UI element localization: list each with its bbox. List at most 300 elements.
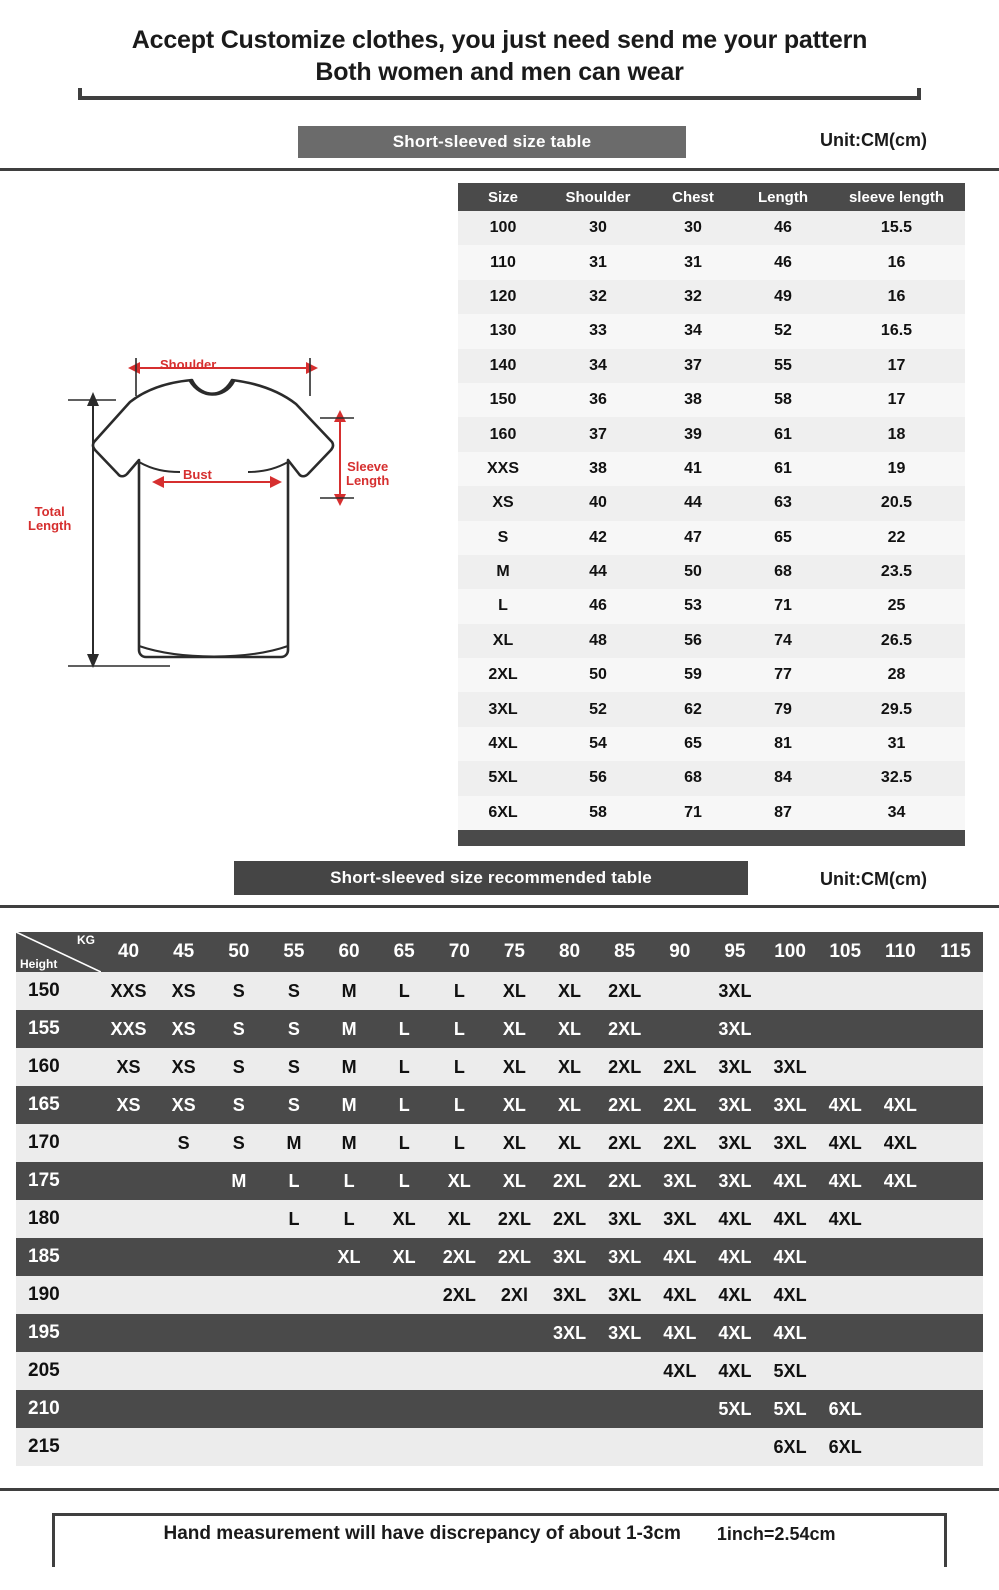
recommended-table-cell [266,1276,321,1314]
size-table-cell: 34 [648,314,738,348]
size-table-cell: 31 [548,245,648,279]
recommended-table-cell [818,1048,873,1086]
recommended-table-cell: L [377,1010,432,1048]
size-table-cell: 3XL [458,692,548,726]
size-table-cell: 38 [548,452,648,486]
recommended-table-cell [542,1390,597,1428]
table-row [16,1314,983,1352]
size-table-cell: 46 [548,589,648,623]
recommended-table-cell: 4XL [873,1162,928,1200]
recommended-table-cell [652,1010,707,1048]
size-table-cell: 32 [648,280,738,314]
recommended-table-weight-header: 50 [211,932,266,972]
recommended-table-cell: 4XL [818,1124,873,1162]
recommended-table-cell: L [432,1048,487,1086]
size-table-cell: 50 [648,555,738,589]
table-row [458,658,965,692]
recommended-table-height-cell: 205 [16,1352,101,1390]
size-table-cell: 44 [548,555,648,589]
recommended-table-cell: XXS [101,1010,156,1048]
recommended-table-cell: S [211,1124,266,1162]
size-table-cell: 56 [548,761,648,795]
recommended-table-cell [652,1390,707,1428]
recommended-table-cell: XS [101,1048,156,1086]
size-table-cell: 34 [828,796,965,830]
size-table-cell: 46 [738,245,828,279]
recommended-table-cell [928,1238,983,1276]
size-table-cell: 140 [458,349,548,383]
recommended-table-height-cell: 155 [16,1010,101,1048]
recommended-table-band-title: Short-sleeved size recommended table [234,861,748,895]
size-table-cell: 77 [738,658,828,692]
recommended-table-cell: XL [542,1086,597,1124]
recommended-table-height-cell: 175 [16,1162,101,1200]
recommended-table-cell [928,1276,983,1314]
size-table-cell: 71 [648,796,738,830]
recommended-table-cell: L [266,1162,321,1200]
recommended-table-height-cell: 180 [16,1200,101,1238]
recommended-table-cell: 3XL [707,1086,762,1124]
recommended-table-cell [322,1352,377,1390]
recommended-table-cell [211,1390,266,1428]
table-row [458,314,965,348]
recommended-table-cell: S [266,972,321,1010]
recommended-table-weight-header: 115 [928,932,983,972]
size-table-unit-label: Unit:CM(cm) [820,130,927,150]
recommended-table-cell: M [322,1010,377,1048]
table-row [16,1200,983,1238]
recommended-table-cell [597,1352,652,1390]
recommended-table-cell: 3XL [597,1238,652,1276]
recommended-table-cell [377,1314,432,1352]
recommended-table-cell [266,1428,321,1466]
size-table-cell: 34 [548,349,648,383]
recommended-table-cell: S [211,1048,266,1086]
recommended-table-cell: L [377,1162,432,1200]
size-table-cell: XS [458,486,548,520]
size-table [458,183,965,830]
table-row [458,589,965,623]
recommended-table-cell [322,1428,377,1466]
recommended-table-cell: 3XL [652,1200,707,1238]
footer-inch-conversion: 1inch=2.54cm [716,1523,836,1544]
recommended-table-cell: 3XL [542,1238,597,1276]
recommended-table-cell [873,1352,928,1390]
recommended-table-height-cell: 150 [16,972,101,1010]
recommended-table-cell: 6XL [818,1390,873,1428]
size-table-cell: XXS [458,452,548,486]
recommended-table-weight-header: 110 [873,932,928,972]
recommended-table-unit-label: Unit:CM(cm) [820,869,927,889]
recommended-table-weight-header: 85 [597,932,652,972]
table-row [458,417,965,451]
recommended-table-cell [322,1390,377,1428]
size-table-col-header: sleeve length [828,183,965,211]
recommended-table-cell: 4XL [818,1162,873,1200]
size-table-cell: 130 [458,314,548,348]
size-table-cell: 16 [828,245,965,279]
size-table-col-header: Length [738,183,828,211]
recommended-table-cell [156,1162,211,1200]
recommended-table-cell: S [266,1010,321,1048]
recommended-table-header-row [16,932,983,972]
size-table-cell: 25 [828,589,965,623]
size-table-cell: 5XL [458,761,548,795]
size-table-cell: 52 [738,314,828,348]
recommended-table-cell [266,1390,321,1428]
recommended-table-cell [818,1238,873,1276]
table-row [458,727,965,761]
size-table-cell: 52 [548,692,648,726]
size-table-cell: 68 [648,761,738,795]
recommended-table-cell [928,1200,983,1238]
recommended-table-cell: 4XL [873,1124,928,1162]
recommended-table-cell: 2XL [597,1086,652,1124]
table-row [458,486,965,520]
size-table-cell: 81 [738,727,828,761]
recommended-table-cell [101,1200,156,1238]
table-row [458,761,965,795]
size-table-cell: 28 [828,658,965,692]
recommended-table-height-cell: 160 [16,1048,101,1086]
diagram-label-sleeve-length [346,460,389,488]
recommended-table-cell: 5XL [763,1390,818,1428]
recommended-table-cell: 3XL [707,1124,762,1162]
size-table-cell: 30 [548,211,648,245]
recommended-table-cell [873,972,928,1010]
recommended-table-cell: 3XL [707,972,762,1010]
recommended-table-height-cell: 195 [16,1314,101,1352]
recommended-table-cell: 4XL [818,1200,873,1238]
recommended-table-cell: XL [487,1162,542,1200]
recommended-table-cell: 4XL [763,1238,818,1276]
recommended-table-cell: L [266,1200,321,1238]
recommended-table-cell: 4XL [652,1352,707,1390]
recommended-table-cell [211,1428,266,1466]
divider-bottom [0,1488,999,1491]
size-table-cell: 31 [828,727,965,761]
recommended-table-weight-header: 40 [101,932,156,972]
recommended-table-cell: XL [377,1200,432,1238]
recommended-table-cell [928,1352,983,1390]
size-table-cell: 49 [738,280,828,314]
recommended-table-cell: 3XL [707,1010,762,1048]
recommended-table-cell: 2XL [652,1124,707,1162]
size-table-header-row [458,183,965,211]
recommended-table-cell [156,1390,211,1428]
recommended-table-cell [266,1238,321,1276]
recommended-table-cell [928,1162,983,1200]
recommended-table-cell: 6XL [818,1428,873,1466]
size-table-cell: 74 [738,624,828,658]
recommended-table-cell: XL [542,1010,597,1048]
recommended-table-cell: XL [542,1048,597,1086]
recommended-table-cell [487,1352,542,1390]
recommended-table-cell: XL [542,972,597,1010]
recommended-table-cell: XXS [101,972,156,1010]
recommended-table-cell: 2Xl [487,1276,542,1314]
recommended-table-cell: XL [377,1238,432,1276]
size-table-band-title: Short-sleeved size table [298,126,686,158]
recommended-table-cell [156,1200,211,1238]
recommended-table-cell: 4XL [707,1276,762,1314]
diagram-label-sleeve-line2: Length [346,473,390,488]
size-table-cell: 6XL [458,796,548,830]
recommended-table-cell: M [211,1162,266,1200]
size-table-cell: 160 [458,417,548,451]
size-table-cell: XL [458,624,548,658]
recommended-table-cell [873,1010,928,1048]
recommended-table-cell [211,1238,266,1276]
recommended-table-cell [542,1428,597,1466]
recommended-table-cell: 6XL [763,1428,818,1466]
size-table-cell: 37 [548,417,648,451]
recommended-table-cell [597,1428,652,1466]
recommended-table-cell [652,972,707,1010]
size-table-cell: 84 [738,761,828,795]
recommended-table-cell: 2XL [597,1010,652,1048]
recommended-table-cell [652,1428,707,1466]
recommended-table-cell: L [322,1162,377,1200]
recommended-table-cell [266,1352,321,1390]
size-table-cell: 56 [648,624,738,658]
recommended-table-cell [211,1352,266,1390]
recommended-table-cell: 4XL [707,1352,762,1390]
recommended-table-cell: XS [156,1048,211,1086]
size-table-cell: 62 [648,692,738,726]
recommended-table-cell: 3XL [763,1048,818,1086]
recommended-table-cell [156,1276,211,1314]
recommended-table-cell: L [322,1200,377,1238]
recommended-table-cell [211,1200,266,1238]
table-row [458,245,965,279]
corner-kg-label: KG [77,933,95,947]
size-table-cell: 68 [738,555,828,589]
diagram-label-shoulder: Shoulder [160,357,217,372]
recommended-table-cell: XL [432,1162,487,1200]
recommended-table-cell: L [377,1086,432,1124]
recommended-table-cell: S [266,1048,321,1086]
size-table-cell: 40 [548,486,648,520]
size-table-cell: 47 [648,521,738,555]
size-table-body [458,211,965,830]
table-row [458,211,965,245]
table-row [16,1010,983,1048]
recommended-table-cell [818,1276,873,1314]
recommended-table-cell: 4XL [652,1238,707,1276]
recommended-table-cell [101,1390,156,1428]
recommended-table-cell [928,1390,983,1428]
recommended-table-cell [487,1314,542,1352]
divider-middle [0,905,999,908]
recommended-table-cell: XL [322,1238,377,1276]
table-row [16,1352,983,1390]
table-row [458,624,965,658]
recommended-table-cell: 3XL [763,1086,818,1124]
size-table-cell: 50 [548,658,648,692]
recommended-table-cell [818,972,873,1010]
recommended-table-cell [763,1010,818,1048]
recommended-table-cell [928,972,983,1010]
recommended-table-cell: 4XL [652,1314,707,1352]
size-table-cell: 32.5 [828,761,965,795]
diagram-label-sleeve-line1: Sleeve [347,459,389,474]
recommended-table-cell [873,1276,928,1314]
recommended-table-cell: S [156,1124,211,1162]
size-table-cell: 53 [648,589,738,623]
recommended-table-cell: 4XL [763,1276,818,1314]
size-table-cell: 22 [828,521,965,555]
recommended-table-cell: 2XL [432,1238,487,1276]
recommended-table-weight-header: 105 [818,932,873,972]
recommended-table-cell [101,1162,156,1200]
recommended-table-cell: XL [487,1086,542,1124]
recommended-size-table [16,932,983,1466]
size-table-cell: M [458,555,548,589]
recommended-table-height-cell: 185 [16,1238,101,1276]
divider-top [0,168,999,171]
recommended-table-weight-header: 100 [763,932,818,972]
recommended-table-cell: 4XL [763,1314,818,1352]
size-table-cell: 17 [828,349,965,383]
size-table-cell: 17 [828,383,965,417]
recommended-table-cell [818,1352,873,1390]
size-table-col-header: Chest [648,183,738,211]
size-table-cell: S [458,521,548,555]
recommended-table-cell: 4XL [873,1086,928,1124]
size-table-cell: 19 [828,452,965,486]
recommended-table-cell: L [432,1124,487,1162]
recommended-table-cell: 4XL [707,1200,762,1238]
recommended-table-cell [873,1238,928,1276]
size-table-cell: 48 [548,624,648,658]
recommended-table-cell: 4XL [763,1200,818,1238]
corner-diagonal [16,932,101,972]
size-table-cell: 65 [738,521,828,555]
recommended-table-weight-header: 95 [707,932,762,972]
recommended-table-height-cell: 165 [16,1086,101,1124]
size-table-col-header: Shoulder [548,183,648,211]
recommended-table-cell [707,1428,762,1466]
recommended-table-cell [873,1390,928,1428]
recommended-table-cell: 2XL [542,1162,597,1200]
recommended-table-cell [597,1390,652,1428]
size-table-cell: 65 [648,727,738,761]
recommended-table-cell: 4XL [652,1276,707,1314]
recommended-table-cell: M [322,1086,377,1124]
recommended-table-cell [928,1124,983,1162]
recommended-table-cell [211,1276,266,1314]
table-row [458,796,965,830]
recommended-table-cell [101,1352,156,1390]
recommended-table-cell: XL [487,1010,542,1048]
diagram-label-total-line2: Length [28,518,72,533]
recommended-table-cell [432,1428,487,1466]
recommended-table-cell: M [322,972,377,1010]
size-table-cell: 18 [828,417,965,451]
size-table-col-header: Size [458,183,548,211]
size-table-cell: 41 [648,452,738,486]
size-table-cell: 31 [648,245,738,279]
table-row [458,280,965,314]
recommended-table-weight-header: 80 [542,932,597,972]
recommended-table-cell [818,1010,873,1048]
recommended-table-cell: 3XL [763,1124,818,1162]
recommended-table-cell [101,1428,156,1466]
table-row [458,452,965,486]
size-table-cell: 42 [548,521,648,555]
recommended-table-cell [487,1428,542,1466]
recommended-table-cell: 3XL [707,1162,762,1200]
recommended-table-weight-header: 65 [377,932,432,972]
table-row [16,1276,983,1314]
recommended-table-cell: XL [432,1200,487,1238]
recommended-table-weight-header: 75 [487,932,542,972]
size-table-cell: 100 [458,211,548,245]
recommended-table-cell [928,1314,983,1352]
size-table-footer-bar [458,830,965,846]
table-row [458,692,965,726]
table-row [458,383,965,417]
recommended-table-cell: XL [487,1124,542,1162]
size-table-cell: 61 [738,452,828,486]
recommended-table-weight-header: 55 [266,932,321,972]
recommended-table-weight-header: 45 [156,932,211,972]
recommended-table-cell: 3XL [707,1048,762,1086]
recommended-table-weight-header: 90 [652,932,707,972]
recommended-table-cell [322,1314,377,1352]
recommended-table-cell [377,1352,432,1390]
recommended-table-cell [818,1314,873,1352]
footer-note [52,1516,947,1552]
size-table-cell: 20.5 [828,486,965,520]
size-table-cell: 120 [458,280,548,314]
recommended-table-cell: 2XL [597,1048,652,1086]
recommended-table-cell: 4XL [707,1314,762,1352]
recommended-table-cell: L [377,1124,432,1162]
size-table-cell: L [458,589,548,623]
recommended-table-cell [101,1314,156,1352]
recommended-table-weight-header: 70 [432,932,487,972]
size-table-cell: 38 [648,383,738,417]
recommended-table-cell: 2XL [432,1276,487,1314]
recommended-table-cell: S [211,1086,266,1124]
recommended-table-cell: M [266,1124,321,1162]
recommended-table-cell [377,1428,432,1466]
recommended-table-cell [542,1352,597,1390]
recommended-table-cell: L [432,972,487,1010]
recommended-table-cell [432,1390,487,1428]
size-table-cell: 4XL [458,727,548,761]
size-table-cell: 29.5 [828,692,965,726]
size-table-cell: 33 [548,314,648,348]
recommended-table-cell: 3XL [652,1162,707,1200]
table-row [16,1086,983,1124]
recommended-table-cell: L [432,1010,487,1048]
recommended-table-cell [432,1314,487,1352]
size-table-cell: 26.5 [828,624,965,658]
size-table-cell: 2XL [458,658,548,692]
recommended-table-corner-cell [16,932,101,972]
recommended-table-cell: S [211,972,266,1010]
page-title [0,24,999,88]
size-table-cell: 58 [548,796,648,830]
recommended-table-cell [377,1276,432,1314]
recommended-table-cell [101,1276,156,1314]
recommended-table-cell [928,1010,983,1048]
recommended-table-cell [156,1238,211,1276]
recommended-table-cell [873,1200,928,1238]
